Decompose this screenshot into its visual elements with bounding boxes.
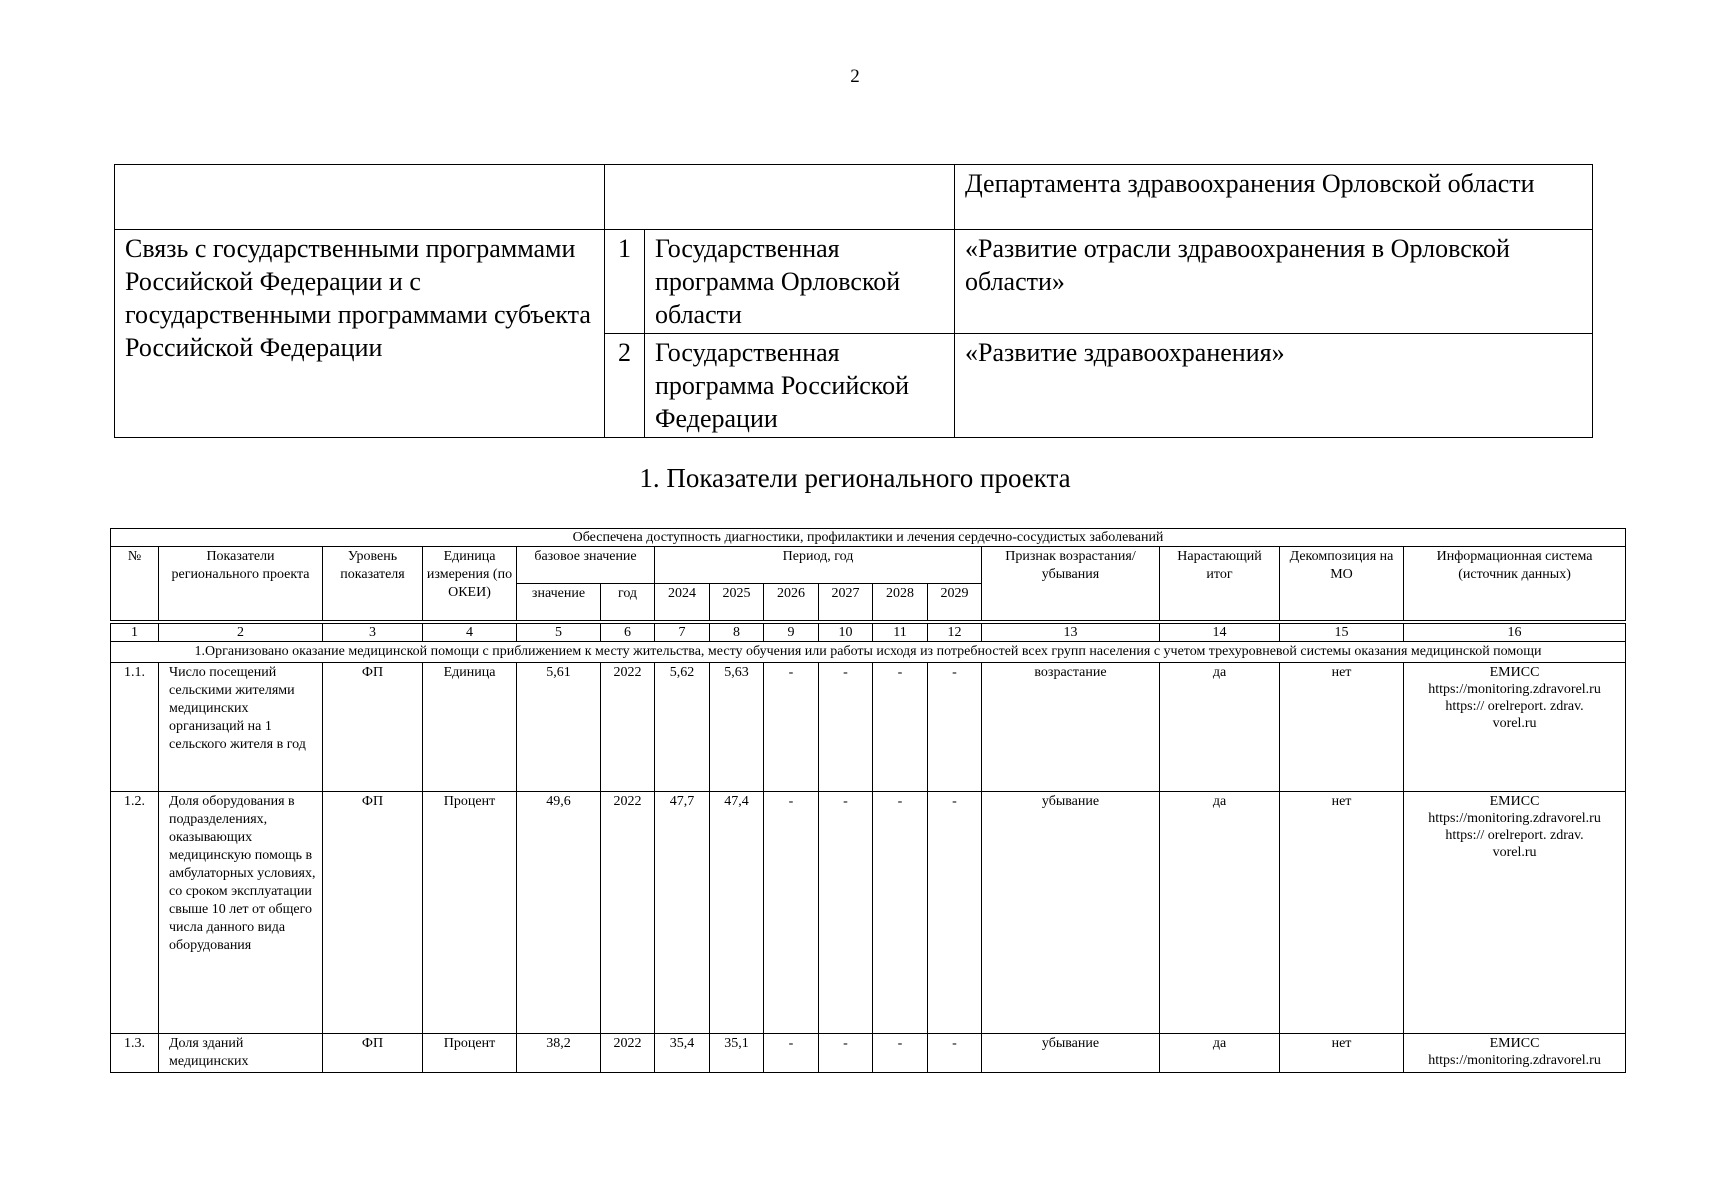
decomposition: нет [1280,663,1404,792]
table-row [111,529,1626,547]
row-number: 1.1. [111,663,159,792]
year-value: 47,4 [710,792,764,1034]
table-row [115,165,1593,230]
year-value: - [764,1034,819,1073]
column-number: 10 [819,624,873,642]
empty-cell [115,165,605,230]
header-decomposition: Декомпозиция на МО [1280,547,1404,621]
column-number: 4 [423,624,517,642]
table-row [111,1034,1626,1073]
header-base-year: год [601,584,655,621]
indicator-unit: Процент [423,792,517,1034]
year-value: - [873,792,928,1034]
year-value: - [819,1034,873,1073]
decomposition: нет [1280,1034,1404,1073]
indicator-level: ФП [323,792,423,1034]
source-line: https://monitoring.zdravorel.ru [1428,1053,1601,1068]
indicator-unit: Единица [423,663,517,792]
department-cell: Департамента здравоохранения Орловской области [955,165,1593,230]
column-number: 14 [1160,624,1280,642]
base-value: 38,2 [517,1034,601,1073]
year-value: 5,62 [655,663,710,792]
year-value: - [873,1034,928,1073]
source-line: vorel.ru [1492,845,1537,860]
base-value: 49,6 [517,792,601,1034]
header-year: 2026 [764,584,819,621]
program-name: «Развитие отрасли здравоохранения в Орловской области» [955,230,1593,334]
column-number: 12 [928,624,982,642]
program-name: «Развитие здравоохранения» [955,334,1593,438]
cumulative: да [1160,1034,1280,1073]
source-line: https:// orelreport. zdrav. [1445,828,1584,843]
column-number: 7 [655,624,710,642]
source-line: ЕМИСС [1489,1036,1540,1051]
year-value: - [764,663,819,792]
source-line: https://monitoring.zdravorel.ru [1428,682,1601,697]
base-year: 2022 [601,663,655,792]
data-source [1404,1034,1626,1073]
section-title: 1. Показатели регионального проекта [639,463,1071,493]
header-cumulative: Нарастающий итог [1160,547,1280,621]
column-number: 16 [1404,624,1626,642]
data-source [1404,663,1626,792]
header-year: 2027 [819,584,873,621]
cumulative: да [1160,663,1280,792]
base-year: 2022 [601,792,655,1034]
header-indicator: Показатели регионального проекта [159,547,323,621]
header-year: 2029 [928,584,982,621]
row-number: 1.2. [111,792,159,1034]
year-value: - [873,663,928,792]
header-year: 2024 [655,584,710,621]
page-number: 2 [850,66,860,87]
empty-cell [605,165,955,230]
year-value: - [928,1034,982,1073]
source-line: ЕМИСС [1489,794,1540,809]
column-number: 13 [982,624,1160,642]
program-link-label: Связь с государственными программами Российской Федерации и с государственными программами субъекта Российской Федерации [115,230,605,438]
year-value: - [764,792,819,1034]
year-value: - [819,663,873,792]
column-number: 6 [601,624,655,642]
task-heading: 1.Организовано оказание медицинской помощи с приближением к месту жительства, месту обучения или работы исходя из потребностей всех групп населения с учетом трехуровневой системы оказания медицинской помощи [111,642,1626,663]
program-number: 1 [605,230,645,334]
indicator-name: Доля оборудования в подразделениях, оказывающих медицинскую помощь в амбулаторных условиях, со сроком эксплуатации свыше 10 лет от общего числа данного вида оборудования [159,792,323,1034]
source-line: https:// orelreport. zdrav. [1445,699,1584,714]
year-value: - [928,792,982,1034]
indicator-name: Доля зданий медицинских [159,1034,323,1073]
base-value: 5,61 [517,663,601,792]
program-type: Государственная программа Орловской области [645,230,955,334]
column-number: 1 [111,624,159,642]
header-base-value: значение [517,584,601,621]
header-level: Уровень показателя [323,547,423,621]
goal-heading: Обеспечена доступность диагностики, профилактики и лечения сердечно-сосудистых заболеваний [111,529,1626,547]
decomposition: нет [1280,792,1404,1034]
indicator-name: Число посещений сельскими жителями медицинских организаций на 1 сельского жителя в год [159,663,323,792]
year-value: - [819,792,873,1034]
year-value: 35,4 [655,1034,710,1073]
header-year: 2028 [873,584,928,621]
column-number: 5 [517,624,601,642]
indicators-table [110,528,1626,1073]
table-row [111,663,1626,792]
column-number: 2 [159,624,323,642]
source-line: ЕМИСС [1489,665,1540,680]
year-value: 35,1 [710,1034,764,1073]
trend: возрастание [982,663,1160,792]
header-base: базовое значение [517,547,655,584]
trend: убывание [982,1034,1160,1073]
header-period: Период, год [655,547,982,584]
task-row [111,642,1626,663]
year-value: 5,63 [710,663,764,792]
indicator-level: ФП [323,1034,423,1073]
header-year: 2025 [710,584,764,621]
column-number: 15 [1280,624,1404,642]
program-number: 2 [605,334,645,438]
trend: убывание [982,792,1160,1034]
header-unit: Единица измерения (по ОКЕИ) [423,547,517,621]
header-trend: Признак возрастания/убывания [982,547,1160,621]
data-source [1404,792,1626,1034]
base-year: 2022 [601,1034,655,1073]
indicator-level: ФП [323,663,423,792]
header-num: № [111,547,159,621]
column-number: 3 [323,624,423,642]
source-line: https://monitoring.zdravorel.ru [1428,811,1601,826]
column-number-row [111,624,1626,642]
cumulative: да [1160,792,1280,1034]
column-number: 11 [873,624,928,642]
table-row [111,792,1626,1034]
row-number: 1.3. [111,1034,159,1073]
table-row [115,230,1593,334]
program-type: Государственная программа Российской Федерации [645,334,955,438]
project-links-table [114,164,1593,438]
header-source: Информационная система (источник данных) [1404,547,1626,621]
year-value: - [928,663,982,792]
year-value: 47,7 [655,792,710,1034]
indicator-unit: Процент [423,1034,517,1073]
header-row [111,547,1626,584]
column-number: 8 [710,624,764,642]
source-line: vorel.ru [1492,716,1537,731]
column-number: 9 [764,624,819,642]
